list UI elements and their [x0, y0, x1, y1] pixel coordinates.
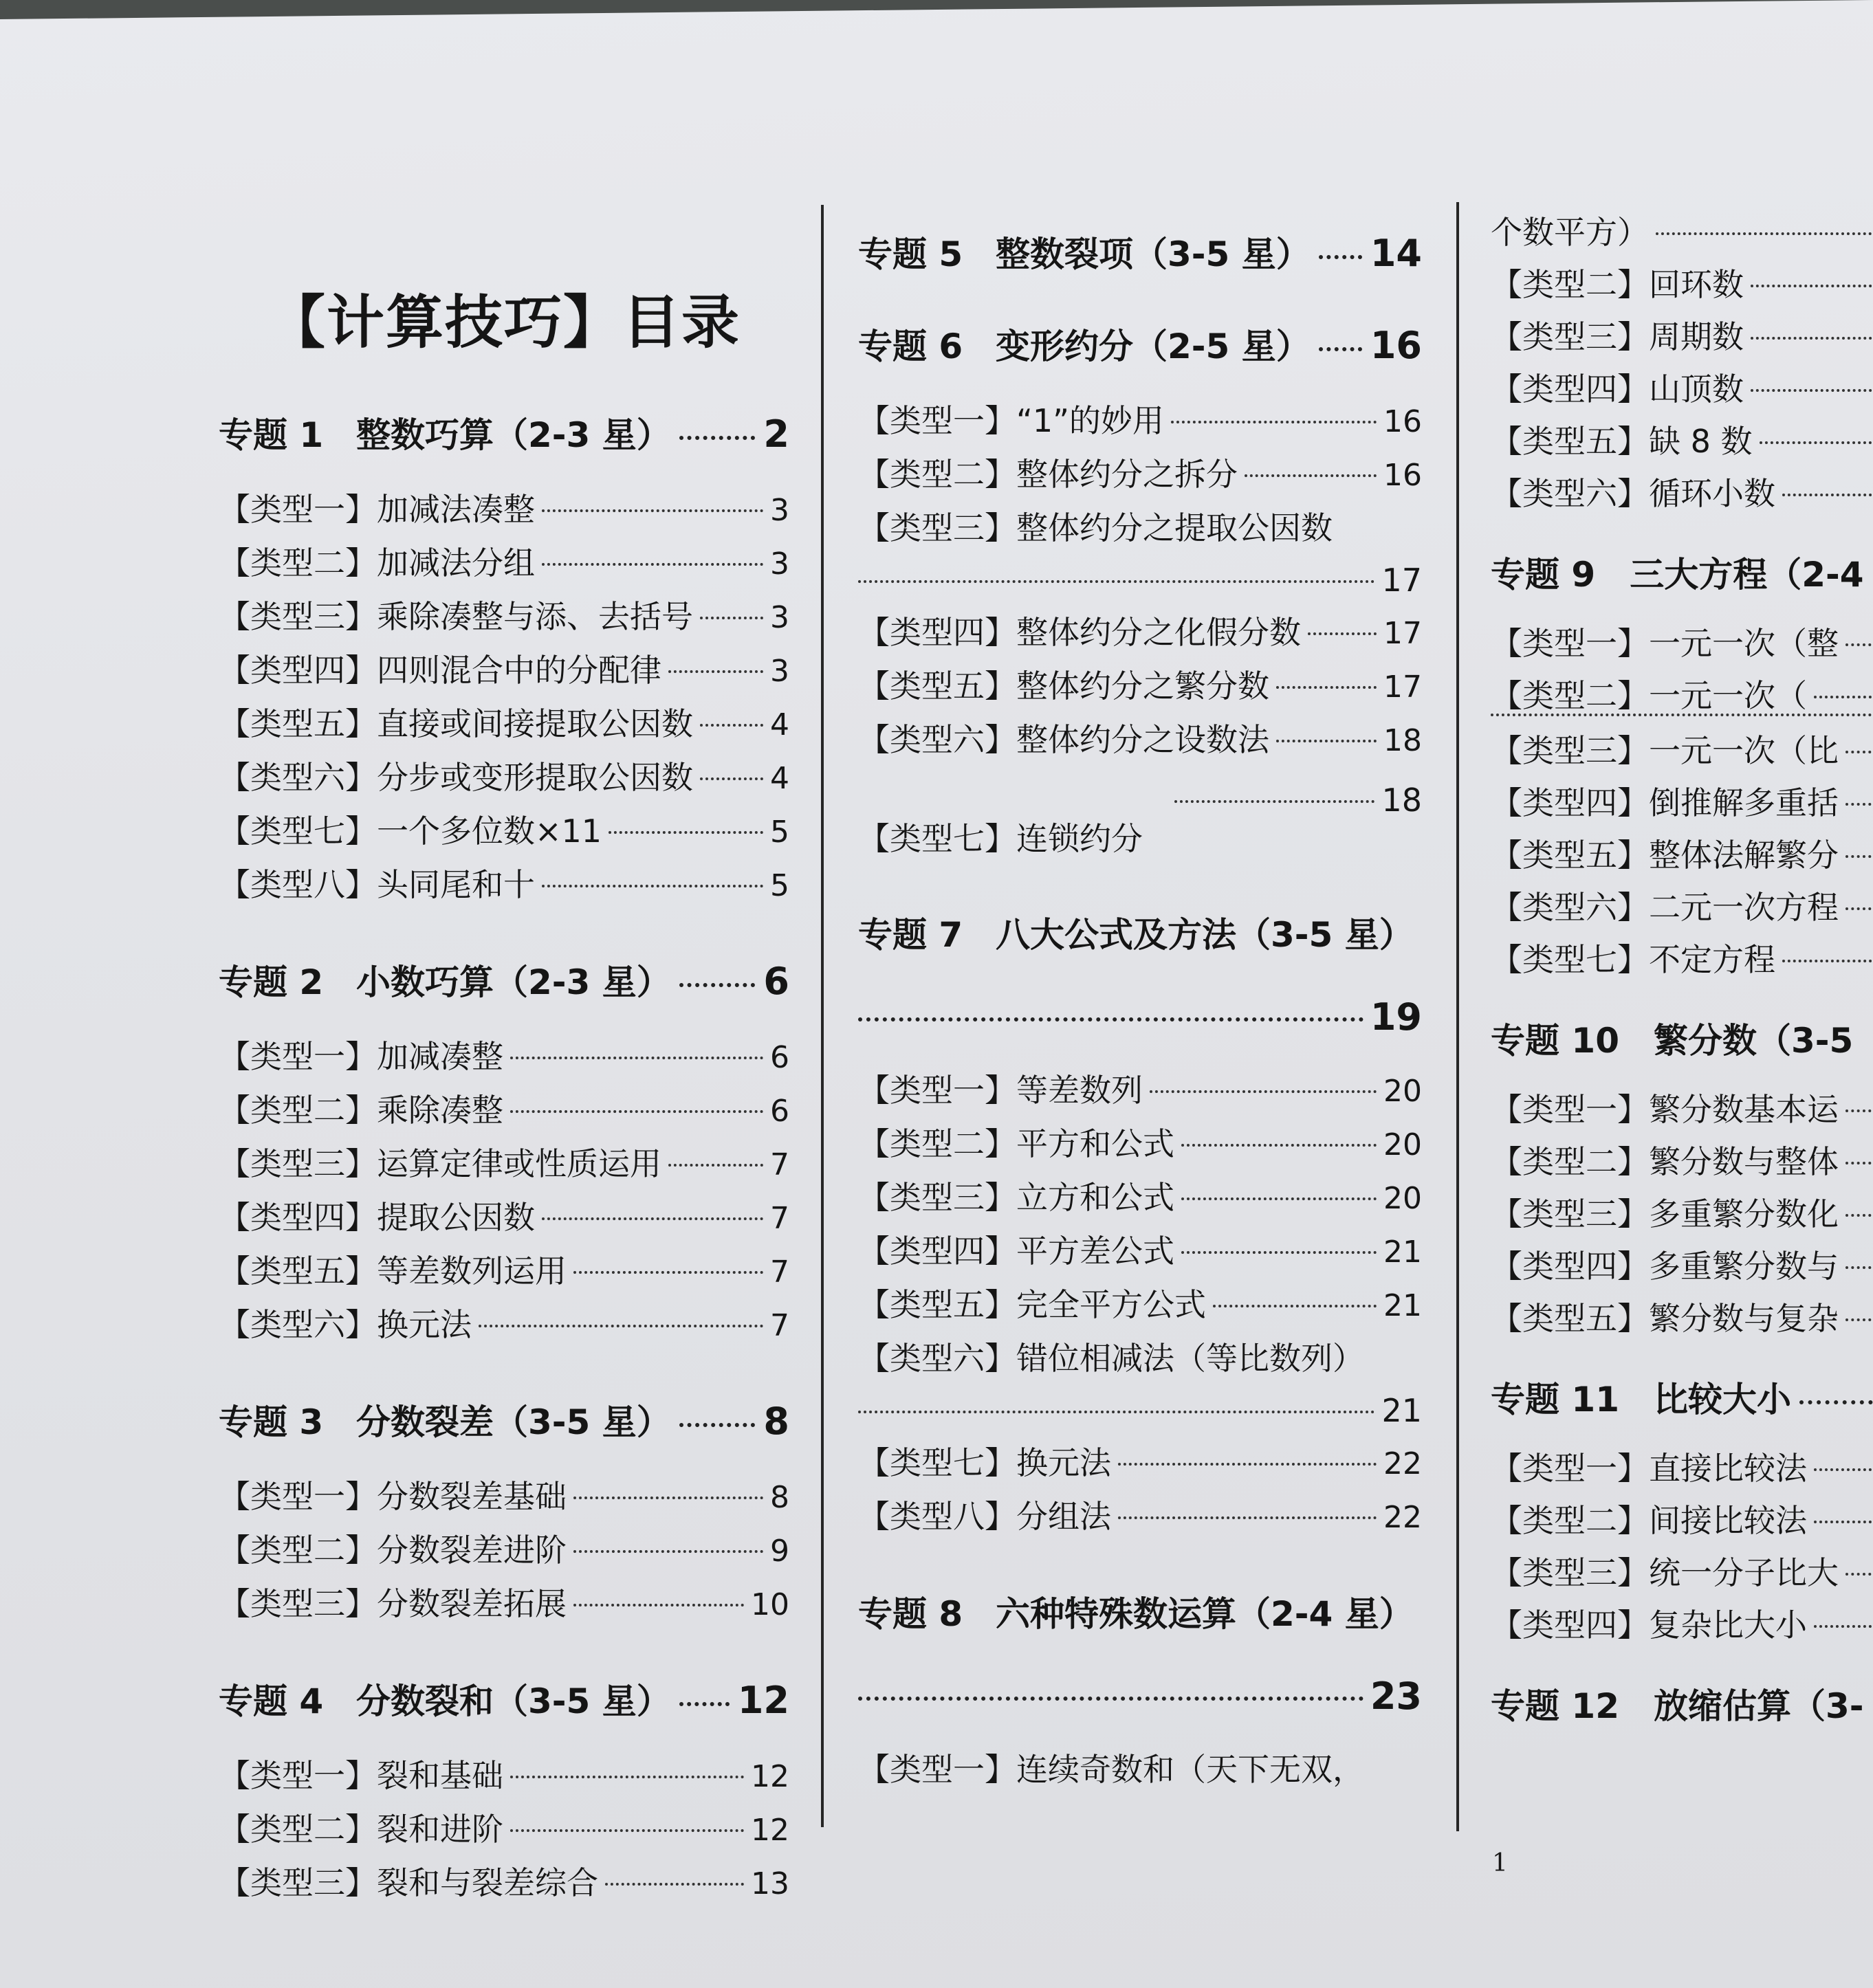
- item-label[interactable]: 【类型一】连续奇数和（天下无双，: [858, 1751, 1364, 1788]
- item-label: 【类型一】加减法凑整: [219, 491, 535, 528]
- item-label: 【类型二】平方和公式: [858, 1125, 1174, 1162]
- dot-leader: [1845, 1266, 1873, 1269]
- dot-leader: [1213, 1305, 1377, 1307]
- dot-leader: [858, 580, 1374, 583]
- toc-item[interactable]: [1491, 311, 1873, 363]
- topic-7-items-b: [858, 1437, 1422, 1544]
- topic-1[interactable]: [219, 408, 789, 457]
- item-label: 【类型五】直接或间接提取公因数: [219, 705, 693, 742]
- item-label: 【类型四】多重繁分数与: [1491, 1248, 1839, 1285]
- topic-name: 分数裂和（3-5 星）: [356, 1681, 671, 1721]
- toc-column-3: [1491, 206, 1873, 1754]
- item-label: 【类型四】倒推解多重括: [1491, 784, 1839, 821]
- item-label: 【类型四】山顶数: [1491, 371, 1744, 408]
- topic-number: 专题 7: [858, 915, 963, 955]
- toc-item[interactable]: [219, 1191, 789, 1245]
- dot-leader: [1118, 1516, 1377, 1519]
- dot-leader: [510, 1776, 744, 1778]
- dot-leader: [1751, 389, 1873, 392]
- item-label: 【类型七】换元法: [858, 1444, 1111, 1481]
- item-label: 【类型五】完全平方公式: [858, 1286, 1206, 1323]
- topic-name: 分数裂差（3-5 星）: [356, 1402, 671, 1442]
- topic-page: 8: [763, 1400, 789, 1443]
- item-label: 【类型二】回环数: [1491, 266, 1744, 303]
- item-label-wrapped[interactable]: 【类型三】整体约分之提取公因数: [858, 509, 1333, 546]
- item-label: 【类型四】平方差公式: [858, 1233, 1174, 1270]
- dot-leader: [1760, 441, 1873, 444]
- toc-column-1: [219, 256, 789, 1910]
- toc-item[interactable]: [219, 1245, 789, 1299]
- dot-leader: [1181, 1144, 1377, 1147]
- item-page: 6: [770, 1040, 789, 1075]
- toc-item[interactable]: [1491, 617, 1873, 670]
- dot-leader: [1814, 1468, 1873, 1471]
- item-page: 12: [751, 1759, 789, 1794]
- item-label: 【类型一】繁分数基本运: [1491, 1091, 1839, 1128]
- topic-name: 专题 12 放缩估算（3-: [1491, 1686, 1864, 1726]
- item-page: 22: [1383, 1500, 1422, 1535]
- dot-leader: [1656, 232, 1873, 235]
- topic-name: 小数巧算（2-3 星）: [356, 962, 671, 1002]
- dot-leader: [1845, 643, 1873, 646]
- topic-number: 专题 6: [858, 327, 963, 366]
- item-label: 【类型二】乘除凑整: [219, 1092, 503, 1129]
- topic-leader[interactable]: [858, 991, 1422, 1043]
- topic-name: 专题 11 比较大小: [1491, 1380, 1791, 1420]
- item-label: 【类型三】运算定律或性质运用: [219, 1145, 661, 1182]
- toc-item[interactable]: [219, 590, 789, 644]
- item-label: 【类型一】分数裂差基础: [219, 1478, 567, 1515]
- item-page: 20: [1383, 1127, 1422, 1162]
- item-page: 20: [1383, 1074, 1422, 1109]
- item-label: 个数平方）: [1491, 214, 1649, 251]
- dot-leader: [510, 1829, 744, 1832]
- item-label: 【类型四】四则混合中的分配律: [219, 652, 661, 689]
- item-page: 18: [1383, 723, 1422, 758]
- dot-leader: [1845, 1573, 1873, 1576]
- item-label: 【类型五】整体法解繁分: [1491, 837, 1839, 874]
- topic-page: 2: [763, 412, 789, 456]
- toc-item[interactable]: [219, 483, 789, 537]
- dot-leader: [1782, 960, 1873, 962]
- item-label: 【类型二】裂和进阶: [219, 1811, 503, 1848]
- toc-item[interactable]: [219, 698, 789, 751]
- toc-item[interactable]: [1491, 258, 1873, 311]
- item-page: 10: [751, 1587, 789, 1622]
- topic-8-items-continued: [1491, 258, 1873, 520]
- item-page: 4: [770, 707, 789, 742]
- toc-item[interactable]: [858, 606, 1422, 660]
- dot-leader: [700, 724, 763, 727]
- item-label: 【类型六】循环小数: [1491, 475, 1775, 512]
- item-label: 【类型三】周期数: [1491, 318, 1744, 355]
- toc-item[interactable]: [219, 1857, 789, 1910]
- item-page: 8: [770, 1480, 789, 1515]
- dot-leader: [1799, 1400, 1873, 1404]
- dot-leader: [858, 1017, 1363, 1021]
- item-label: 【类型六】换元法: [219, 1306, 472, 1343]
- item-page: 7: [770, 1255, 789, 1290]
- toc-item[interactable]: [219, 805, 789, 859]
- document-title: 【计算技巧】目录: [267, 289, 741, 356]
- dot-leader: [1150, 1090, 1377, 1093]
- item-label: 【类型七】一个多位数×11: [219, 813, 602, 850]
- toc-item[interactable]: [219, 1803, 789, 1857]
- toc-item[interactable]: [858, 714, 1422, 767]
- topic-7[interactable]: [858, 907, 1422, 957]
- item-label: 【类型二】繁分数与整体: [1491, 1143, 1839, 1180]
- topic-page: 12: [737, 1679, 789, 1722]
- dot-leader: [679, 983, 756, 987]
- toc-item[interactable]: [1491, 777, 1873, 829]
- dot-leader: [1782, 494, 1873, 496]
- item-page: 3: [770, 493, 789, 528]
- dot-leader: [1181, 1251, 1377, 1254]
- item-page: 3: [770, 600, 789, 635]
- toc-column-2: [858, 227, 1422, 1796]
- topic-number: 专题 4: [219, 1681, 324, 1721]
- toc-item[interactable]: [1491, 1494, 1873, 1547]
- toc-item[interactable]: [1491, 1442, 1873, 1494]
- item-page: 16: [1383, 404, 1422, 439]
- dot-leader: [609, 831, 763, 834]
- toc-item[interactable]: [219, 1299, 789, 1352]
- dot-leader: [1308, 632, 1377, 635]
- item-label: 【类型一】加减凑整: [219, 1038, 503, 1075]
- dot-leader: [858, 1411, 1374, 1413]
- topic-10-items: [1491, 1083, 1873, 1345]
- topic-name: 整数巧算（2-3 星）: [356, 415, 671, 455]
- dot-leader: [1118, 1463, 1377, 1466]
- toc-item[interactable]: [1491, 1188, 1873, 1240]
- topic-9-items-b: [1491, 725, 1873, 986]
- topic-name: 专题 10 繁分数（3-5: [1491, 1021, 1854, 1061]
- dot-leader: [1845, 855, 1873, 858]
- toc-item[interactable]: [219, 537, 789, 590]
- toc-item[interactable]: [219, 1578, 789, 1631]
- topic-2[interactable]: [219, 955, 789, 1004]
- toc-item[interactable]: [1491, 829, 1873, 881]
- toc-item-continued[interactable]: [1491, 206, 1873, 258]
- toc-item[interactable]: [219, 1030, 789, 1084]
- dot-leader: [700, 777, 763, 780]
- topic-number: 专题 2: [219, 962, 324, 1002]
- item-page: 3: [770, 546, 789, 582]
- dot-leader: [679, 436, 756, 440]
- item-page: 17: [1383, 670, 1422, 705]
- item-label: 【类型七】不定方程: [1491, 941, 1775, 978]
- item-page: 22: [1383, 1446, 1422, 1481]
- toc-item[interactable]: [219, 1138, 789, 1191]
- dot-leader: [573, 1496, 763, 1499]
- item-label: 【类型二】分数裂差进阶: [219, 1532, 567, 1569]
- topic-name: 专题 9 三大方程（2-4: [1491, 555, 1864, 595]
- item-label: 【类型五】等差数列运用: [219, 1252, 567, 1290]
- item-label: 【类型二】一元一次（: [1491, 677, 1807, 714]
- dot-leader: [542, 885, 763, 887]
- dot-leader: [700, 617, 763, 619]
- toc-item[interactable]: [858, 660, 1422, 714]
- item-label: 【类型三】统一分子比大: [1491, 1554, 1839, 1591]
- item-label: 【类型五】整体约分之繁分数: [858, 667, 1269, 705]
- topic-name: 整数裂项（3-5 星）: [996, 234, 1311, 274]
- item-page: 7: [770, 1308, 789, 1343]
- dot-leader: [1319, 347, 1362, 351]
- dot-leader: [1181, 1197, 1377, 1200]
- item-page: 7: [770, 1201, 789, 1236]
- topic-9[interactable]: [1491, 547, 1873, 597]
- item-label: 【类型一】“1”的妙用: [858, 402, 1164, 439]
- topic-5[interactable]: [858, 227, 1422, 276]
- column-divider: [1456, 202, 1459, 1831]
- dot-leader: [1174, 800, 1374, 803]
- dot-leader: [479, 1325, 763, 1327]
- item-label-wrapped[interactable]: 【类型六】错位相减法（等比数列）: [858, 1340, 1364, 1377]
- item-label: 【类型三】多重繁分数化: [1491, 1195, 1839, 1233]
- item-label: 【类型一】直接比较法: [1491, 1450, 1807, 1487]
- item-page: 17: [1381, 562, 1422, 599]
- toc-item[interactable]: [1491, 1599, 1873, 1651]
- toc-item[interactable]: [858, 1437, 1422, 1490]
- topic-page: 16: [1370, 324, 1422, 367]
- dot-leader: [858, 1697, 1363, 1701]
- toc-item[interactable]: [1491, 934, 1873, 986]
- topic-leader[interactable]: [858, 1670, 1422, 1723]
- dot-leader: [542, 563, 763, 566]
- topic-8[interactable]: [858, 1587, 1422, 1636]
- topic-number: 专题 5: [858, 234, 963, 274]
- dot-leader: [668, 670, 763, 673]
- item-page: 21: [1381, 1392, 1422, 1429]
- toc-item[interactable]: [858, 448, 1422, 502]
- toc-item[interactable]: [858, 1064, 1422, 1118]
- item-label: 【类型五】缺 8 数: [1491, 423, 1753, 460]
- toc-item[interactable]: [1491, 881, 1873, 934]
- topic-11[interactable]: [1491, 1372, 1873, 1422]
- dot-leader: [1751, 285, 1873, 287]
- dot-leader: [1276, 740, 1377, 742]
- topic-6[interactable]: [858, 319, 1422, 368]
- col1-topics: [219, 408, 789, 1910]
- dot-leader: [1491, 714, 1873, 716]
- dot-leader: [1845, 907, 1873, 910]
- item-label: 【类型二】加减法分组: [219, 544, 535, 582]
- topic-name: 变形约分（2-5 星）: [996, 327, 1311, 366]
- item-label: 【类型六】分步或变形提取公因数: [219, 759, 693, 796]
- item-label: 【类型八】头同尾和十: [219, 866, 535, 903]
- toc-item-leader[interactable]: [858, 554, 1422, 606]
- toc-item[interactable]: [1491, 363, 1873, 415]
- dot-leader: [510, 1110, 763, 1113]
- toc-item[interactable]: [1491, 1083, 1873, 1136]
- topic-page: 19: [1370, 995, 1422, 1039]
- topic-page: 23: [1370, 1675, 1422, 1718]
- toc-item[interactable]: [219, 644, 789, 698]
- topic-name: 六种特殊数运算（2-4 星）: [996, 1594, 1414, 1634]
- item-label: 【类型一】裂和基础: [219, 1757, 503, 1794]
- item-page: 9: [770, 1534, 789, 1569]
- dot-leader: [1845, 1214, 1873, 1217]
- page-number: 1: [1492, 1849, 1508, 1877]
- dot-leader: [1845, 1162, 1873, 1164]
- toc-item[interactable]: [858, 1225, 1422, 1279]
- dot-leader: [1814, 696, 1873, 698]
- item-page: 13: [751, 1866, 789, 1901]
- item-page: 3: [770, 654, 789, 689]
- item-page: 20: [1383, 1181, 1422, 1216]
- dot-leader: [1814, 1521, 1873, 1523]
- item-label: 【类型一】等差数列: [858, 1072, 1143, 1109]
- topic-11-items: [1491, 1442, 1873, 1651]
- item-label: 【类型三】分数裂差拓展: [219, 1585, 567, 1622]
- item-label: 【类型四】复杂比大小: [1491, 1606, 1807, 1644]
- dot-leader: [573, 1604, 744, 1606]
- toc-item[interactable]: [1491, 1292, 1873, 1345]
- item-label: 【类型八】分组法: [858, 1498, 1111, 1535]
- item-label: 【类型四】整体约分之化假分数: [858, 614, 1301, 651]
- toc-item[interactable]: [1491, 1547, 1873, 1599]
- item-label: 【类型三】裂和与裂差综合: [219, 1864, 598, 1901]
- toc-item[interactable]: [858, 1171, 1422, 1225]
- toc-item[interactable]: [1491, 725, 1873, 777]
- item-label: 【类型六】整体约分之设数法: [858, 721, 1269, 758]
- toc-item[interactable]: [219, 751, 789, 805]
- topic-3[interactable]: [219, 1395, 789, 1444]
- dot-leader: [542, 1217, 763, 1220]
- item-page: 21: [1383, 1288, 1422, 1323]
- item-label[interactable]: 【类型七】连锁约分: [858, 820, 1143, 857]
- topic-4[interactable]: [219, 1674, 789, 1723]
- dot-leader: [668, 1164, 763, 1167]
- item-page: 21: [1383, 1235, 1422, 1270]
- dot-leader: [1751, 337, 1873, 340]
- item-label: 【类型六】二元一次方程: [1491, 889, 1839, 926]
- item-label: 【类型二】间接比较法: [1491, 1502, 1807, 1539]
- item-label: 【类型四】提取公因数: [219, 1199, 535, 1236]
- topic-number: 专题 8: [858, 1594, 963, 1634]
- toc-item[interactable]: [219, 1749, 789, 1803]
- dot-leader: [1245, 474, 1377, 477]
- item-page: 7: [770, 1147, 789, 1182]
- dot-leader: [1845, 1109, 1873, 1112]
- item-label: 【类型三】一元一次（比: [1491, 732, 1839, 769]
- dot-leader: [1845, 751, 1873, 753]
- topic-10[interactable]: [1491, 1013, 1873, 1063]
- topic-page: 14: [1370, 232, 1422, 275]
- item-label: 【类型一】一元一次（整: [1491, 625, 1839, 662]
- dot-leader: [1845, 803, 1873, 806]
- dot-leader: [679, 1423, 756, 1427]
- toc-item[interactable]: [1491, 1136, 1873, 1188]
- dot-leader: [1171, 421, 1377, 423]
- toc-item[interactable]: [858, 1118, 1422, 1171]
- toc-item-leader[interactable]: [858, 1384, 1422, 1437]
- topic-7-items: [858, 1064, 1422, 1332]
- item-page: 12: [751, 1813, 789, 1848]
- item-page: 17: [1383, 616, 1422, 651]
- dot-leader: [573, 1271, 763, 1274]
- topic-number: 专题 3: [219, 1402, 324, 1442]
- item-page: 6: [770, 1094, 789, 1129]
- dot-leader: [510, 1057, 763, 1059]
- item-page: 5: [770, 868, 789, 903]
- item-page: 5: [770, 815, 789, 850]
- item-label: 【类型三】立方和公式: [858, 1179, 1174, 1216]
- topic-page: 6: [763, 960, 789, 1003]
- toc-item[interactable]: [219, 1524, 789, 1578]
- dot-leader: [1845, 1318, 1873, 1321]
- dot-leader: [1814, 1625, 1873, 1628]
- item-page: 16: [1383, 458, 1422, 493]
- dot-leader: [605, 1883, 744, 1886]
- column-divider: [821, 205, 824, 1827]
- toc-item[interactable]: [858, 395, 1422, 448]
- item-label: 【类型三】乘除凑整与添、去括号: [219, 598, 693, 635]
- dot-leader: [1319, 255, 1362, 259]
- toc-item[interactable]: [1491, 415, 1873, 467]
- item-page: 4: [770, 761, 789, 796]
- topic-9-items: [1491, 617, 1873, 722]
- topic-name: 八大公式及方法（3-5 星）: [996, 915, 1414, 955]
- item-page: 18: [1381, 782, 1422, 819]
- topic-12[interactable]: [1491, 1679, 1873, 1728]
- dot-leader: [1276, 686, 1377, 689]
- toc-item[interactable]: [1491, 467, 1873, 520]
- dot-leader: [542, 509, 763, 512]
- topic-number: 专题 1: [219, 415, 324, 455]
- toc-item[interactable]: [858, 1279, 1422, 1332]
- item-label: 【类型二】整体约分之拆分: [858, 456, 1238, 493]
- dot-leader: [679, 1702, 730, 1706]
- toc-item[interactable]: [219, 859, 789, 912]
- toc-item[interactable]: [219, 1084, 789, 1138]
- item-label: 【类型五】繁分数与复杂: [1491, 1300, 1839, 1337]
- toc-item[interactable]: [219, 1470, 789, 1524]
- dot-leader: [573, 1550, 763, 1553]
- toc-item[interactable]: [858, 1490, 1422, 1544]
- toc-item[interactable]: [1491, 1240, 1873, 1292]
